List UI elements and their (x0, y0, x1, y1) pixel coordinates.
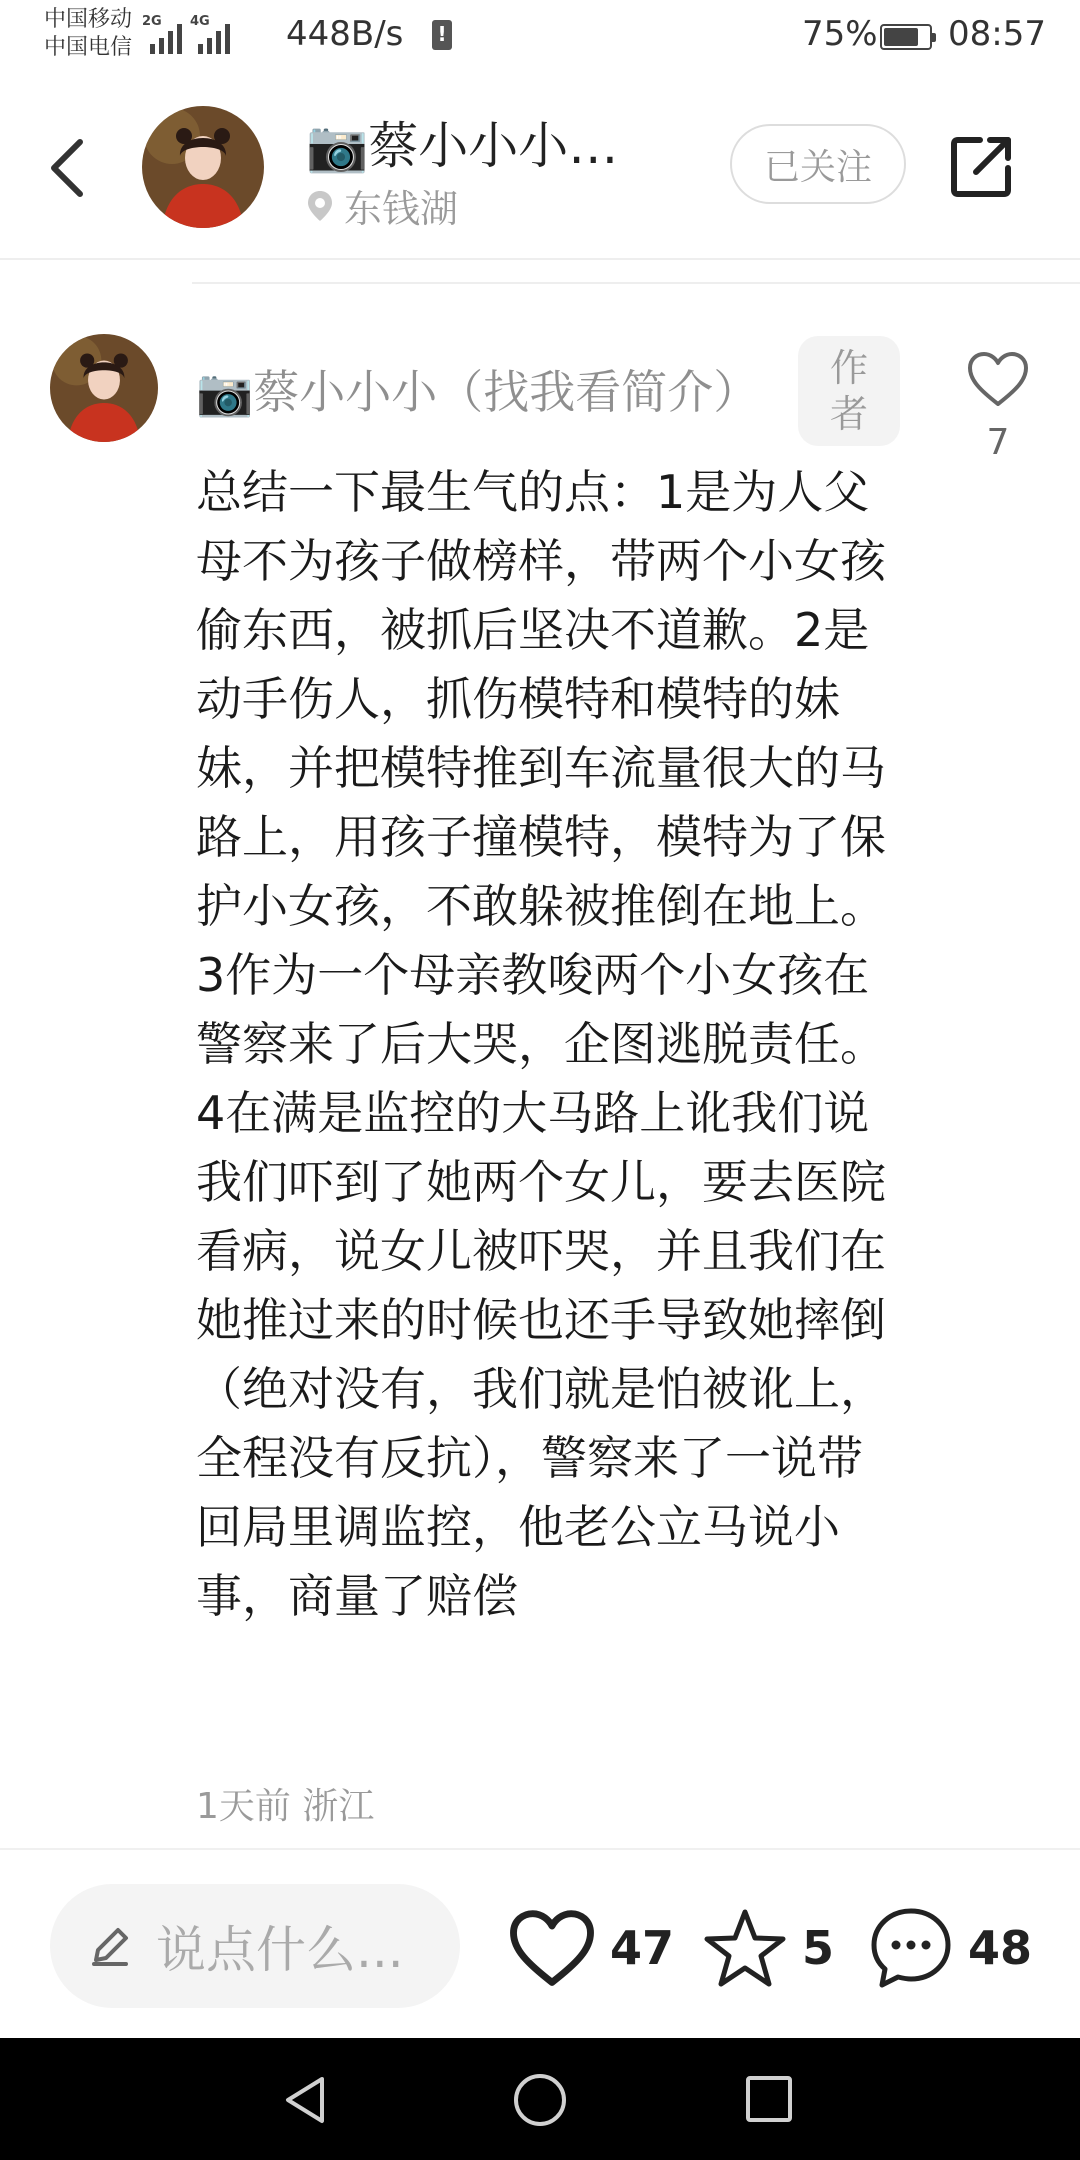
network-type-1: 2G (142, 14, 162, 29)
author-avatar[interactable] (142, 106, 264, 228)
carrier-2: 中国电信 (44, 35, 133, 60)
comment-button[interactable] (868, 1898, 1032, 1998)
comment-author-avatar[interactable] (50, 334, 158, 442)
nav-recents-icon[interactable] (744, 2074, 794, 2124)
back-arrow-icon (40, 128, 100, 208)
pencil-icon (86, 1922, 134, 1970)
network-type-2: 4G (190, 14, 210, 29)
comment-like-button[interactable] (966, 350, 1030, 408)
network-speed: 448B/s (286, 14, 404, 54)
favorite-button[interactable] (702, 1898, 834, 1998)
comment-time-location: 1天前 浙江 (196, 1786, 375, 1827)
comment-item (0, 300, 1080, 1850)
status-bar (0, 0, 1080, 72)
carrier-labels (44, 6, 132, 62)
comment-input[interactable] (50, 1884, 460, 2008)
favorite-count: 5 (802, 1921, 835, 1975)
divider (192, 282, 1080, 284)
system-navigation-bar (0, 2038, 1080, 2160)
heart-icon (508, 1908, 596, 1988)
comment-text: 总结一下最生气的点：1是为人父母不为孩子做榜样，带两个小女孩偷东西，被抓后坚决不道歉。2是动手伤人，抓伤模特和模特的妹妹，并把模特推到车流量很大的马路上，用孩子撞模特，模特为了保护小女孩，不敢躲被推倒在地上。3作为一个母亲教唆两个小女孩在警察来了后大哭，企图逃脱责任。4在满是监控的大马路上讹我们说我们吓到了她两个女儿，要去医院看病，说女儿被吓哭，并且我们在她推过来的时候也还手导致她摔倒（绝对没有，我们就是怕被讹上，全程没有反抗），警察来了一说带回局里调监控，他老公立马说小事，商量了赔偿 (196, 465, 886, 1623)
like-button[interactable] (508, 1898, 674, 1998)
bottom-action-bar (0, 1856, 1080, 2038)
location-label: 东钱湖 (344, 187, 459, 231)
carrier-1: 中国移动 (44, 7, 133, 32)
share-button[interactable] (946, 130, 1018, 202)
nav-back-icon[interactable] (278, 2073, 332, 2127)
signal-strength-icon (142, 14, 230, 54)
author-badge-label: 作者 (829, 346, 868, 436)
comment-author-name[interactable]: 📷蔡小小小（找我看简介） (196, 365, 760, 419)
follow-button[interactable]: 已关注 (730, 124, 906, 204)
comment-like-count: 7 (986, 422, 1010, 463)
share-icon (946, 130, 1018, 202)
sim-alert-icon (432, 20, 452, 50)
back-button[interactable] (40, 128, 100, 208)
heart-icon (966, 350, 1030, 408)
author-badge (798, 336, 900, 446)
like-count: 47 (610, 1921, 675, 1975)
post-author-name[interactable]: 📷蔡小小小… (306, 117, 619, 175)
battery-icon (880, 24, 932, 50)
location-pin-icon (306, 189, 334, 223)
comment-input-placeholder: 说点什么... (156, 1921, 404, 1979)
battery-percent: 75% (802, 14, 878, 54)
post-header (0, 72, 1080, 260)
comment-bubble-icon (868, 1905, 954, 1991)
location-tag[interactable] (306, 178, 458, 233)
nav-home-icon[interactable] (512, 2072, 568, 2128)
star-icon (702, 1906, 788, 1990)
clock: 08:57 (948, 14, 1046, 54)
comment-count: 48 (968, 1921, 1033, 1975)
